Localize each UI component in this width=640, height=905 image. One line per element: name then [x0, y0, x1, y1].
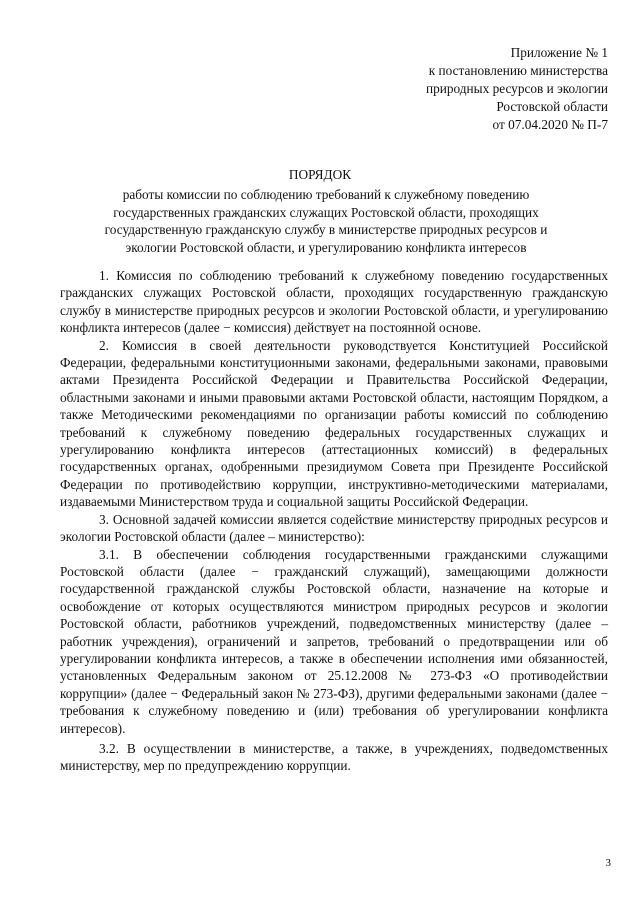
paragraph-1: 1. Комиссия по соблюдению требований к служебному поведению государственных гражданских служащих Ростовской области, проходящих государственную гражданскую службу в министерстве природных ресурсов и экологии Ростовской области, и урегулированию конфликта интересов (далее − комиссия) действует на постоянной основе.	[60, 268, 608, 336]
document-body	[60, 267, 608, 775]
document-title: ПОРЯДОК	[288, 167, 352, 182]
appendix-line: Ростовской области	[496, 99, 608, 114]
document-subtitle	[70, 186, 582, 256]
appendix-line: Приложение № 1	[510, 45, 608, 60]
paragraph-3: 3. Основной задачей комиссии является содействие министерству природных ресурсов и экологии Ростовской области (далее – министерство):	[60, 511, 608, 545]
appendix-line: к постановлению министерства	[428, 63, 608, 78]
paragraph-3-2: 3.2. В осуществлении в министерстве, а также, в учреждениях, подведомственных министерству, мер по предупреждению коррупции.	[60, 740, 608, 774]
subtitle-line: государственную гражданскую службу в министерстве природных ресурсов и	[104, 222, 548, 237]
paragraph-2: 2. Комиссия в своей деятельности руководствуется Конституцией Российской Федерации, федеральными конституционными законами, федеральными законами, правовыми актами Президента Российской Федерации и Правительства Российской Федерации, областными законами и иными правовыми актами Ростовской области, настоящим Порядком, а также Методическими рекомендациями по организации работы комиссий по соблюдению требований к служебному поведению федеральных государственных служащих и урегулированию конфликта интересов (аттестационных комиссий) в федеральных государственных органах, одобренными президиумом Совета при Президенте Российской Федерации по противодействию коррупции, инструктивно-методическими материалами, издаваемыми Министерством труда и социальной защиты Российской Федерации.	[60, 337, 608, 510]
paragraph-3-1: 3.1. В обеспечении соблюдения государственными гражданскими служащими Ростовской области (далее − гражданский служащий), замещающими должности государственной гражданской службы Ростовской области, назначение на которые и освобождение от которых осуществляются министром природных ресурсов и экологии Ростовской области, работников учреждений, подведомственных министерству (далее – работник учреждения), ограничений и запретов, требований о предотвращении или об урегулировании конфликта интересов, а также в обеспечении исполнения ими обязанностей, установленных Федеральным законом от 25.12.2008 № 273-ФЗ «О противодействии коррупции» (далее − Федеральный закон № 273-ФЗ), другими федеральными законами (далее − требования к служебному поведению и (или) требования об урегулировании конфликта интересов).	[60, 546, 608, 736]
appendix-line: природных ресурсов и экологии	[425, 81, 608, 96]
appendix-header	[426, 44, 608, 134]
appendix-line: от 07.04.2020 № П-7	[492, 117, 608, 132]
subtitle-line: экологии Ростовской области, и урегулированию конфликта интересов	[125, 239, 527, 255]
subtitle-line: государственных гражданских служащих Ростовской области, проходящих	[113, 204, 539, 220]
page-number: 3	[605, 857, 611, 869]
subtitle-line: работы комиссии по соблюдению требований к служебному поведению	[122, 187, 530, 202]
